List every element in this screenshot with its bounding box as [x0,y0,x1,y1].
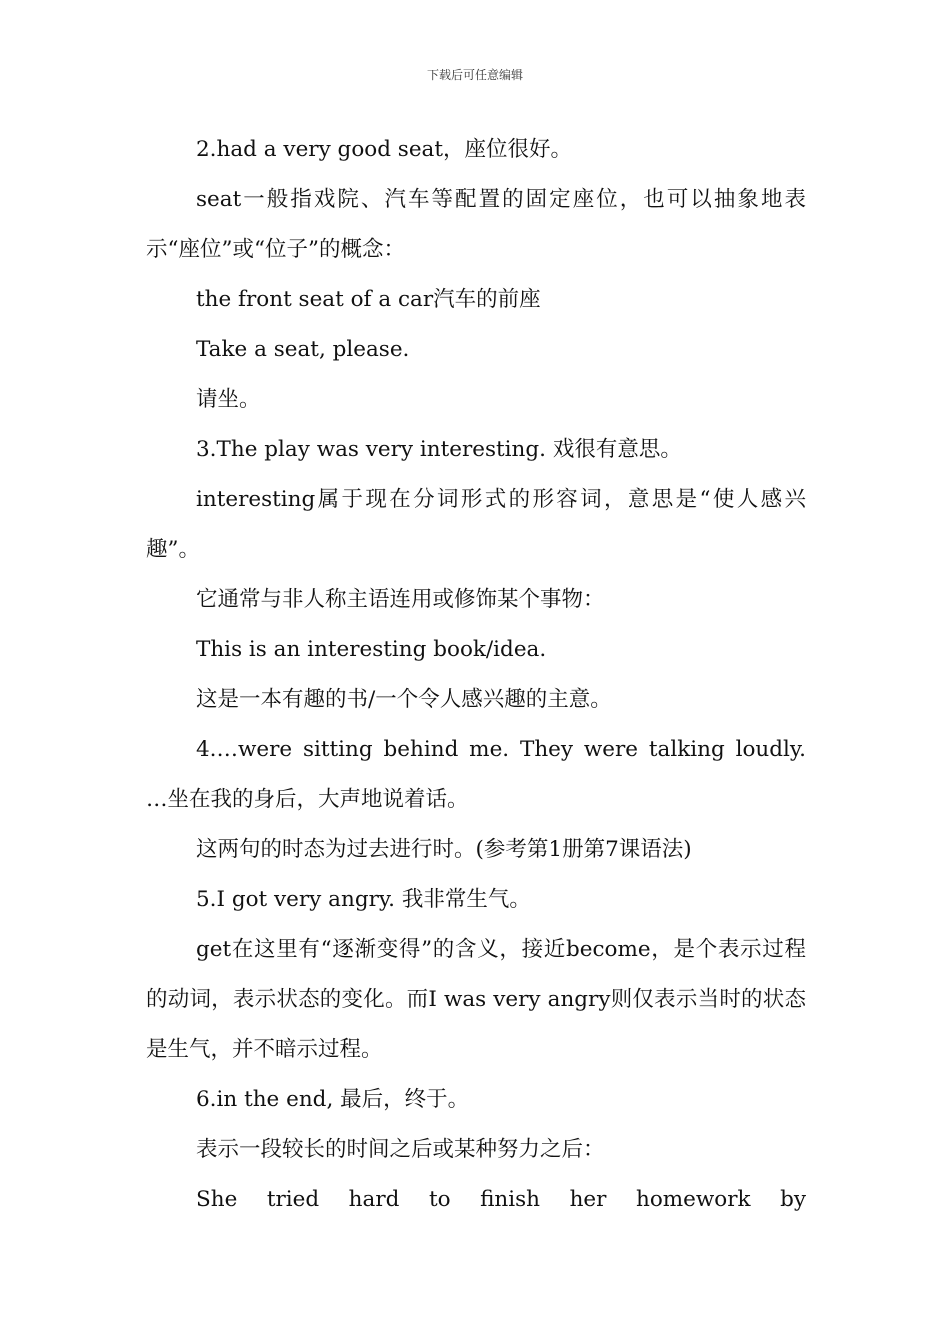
paragraph-12: 这两句的时态为过去进行时。(参考第1册第7课语法) [196,837,692,862]
paragraph-17: She tried hard to finish her homework by [196,1187,806,1212]
paragraph-9: This is an interesting book/idea. [196,637,547,662]
paragraph-8: 它通常与非人称主语连用或修饰某个事物： [196,587,605,612]
document-body [146,125,806,1225]
page-header: 下载后可任意编辑 [426,68,523,82]
paragraph-15: 6.in the end, 最后，终于。 [196,1087,470,1112]
paragraph-16: 表示一段较长的时间之后或某种努力之后： [196,1137,605,1162]
paragraph-5: 请坐。 [196,387,261,412]
paragraph-7: interesting属于现在分词形式的形容词，意思是“使人感兴趣”。 [146,487,806,562]
paragraph-10: 这是一本有趣的书/一个令人感兴趣的主意。 [196,687,612,712]
paragraph-6: 3.The play was very interesting. 戏很有意思。 [196,437,682,462]
paragraph-3: the front seat of a car汽车的前座 [196,287,541,312]
paragraph-4: Take a seat, please. [196,337,410,362]
paragraph-1: 2.had a very good seat，座位很好。 [196,137,573,162]
paragraph-2: seat一般指戏院、汽车等配置的固定座位，也可以抽象地表示“座位”或“位子”的概念： [146,187,806,262]
paragraph-11: 4.…were sitting behind me. They were talking loudly. …坐在我的身后，大声地说着话。 [146,737,806,812]
paragraph-13: 5.I got very angry. 我非常生气。 [196,887,531,912]
paragraph-14: get在这里有“逐渐变得”的含义，接近become，是个表示过程的动词，表示状态的变化。而I was very angry则仅表示当时的状态是生气，并不暗示过程。 [146,937,806,1062]
